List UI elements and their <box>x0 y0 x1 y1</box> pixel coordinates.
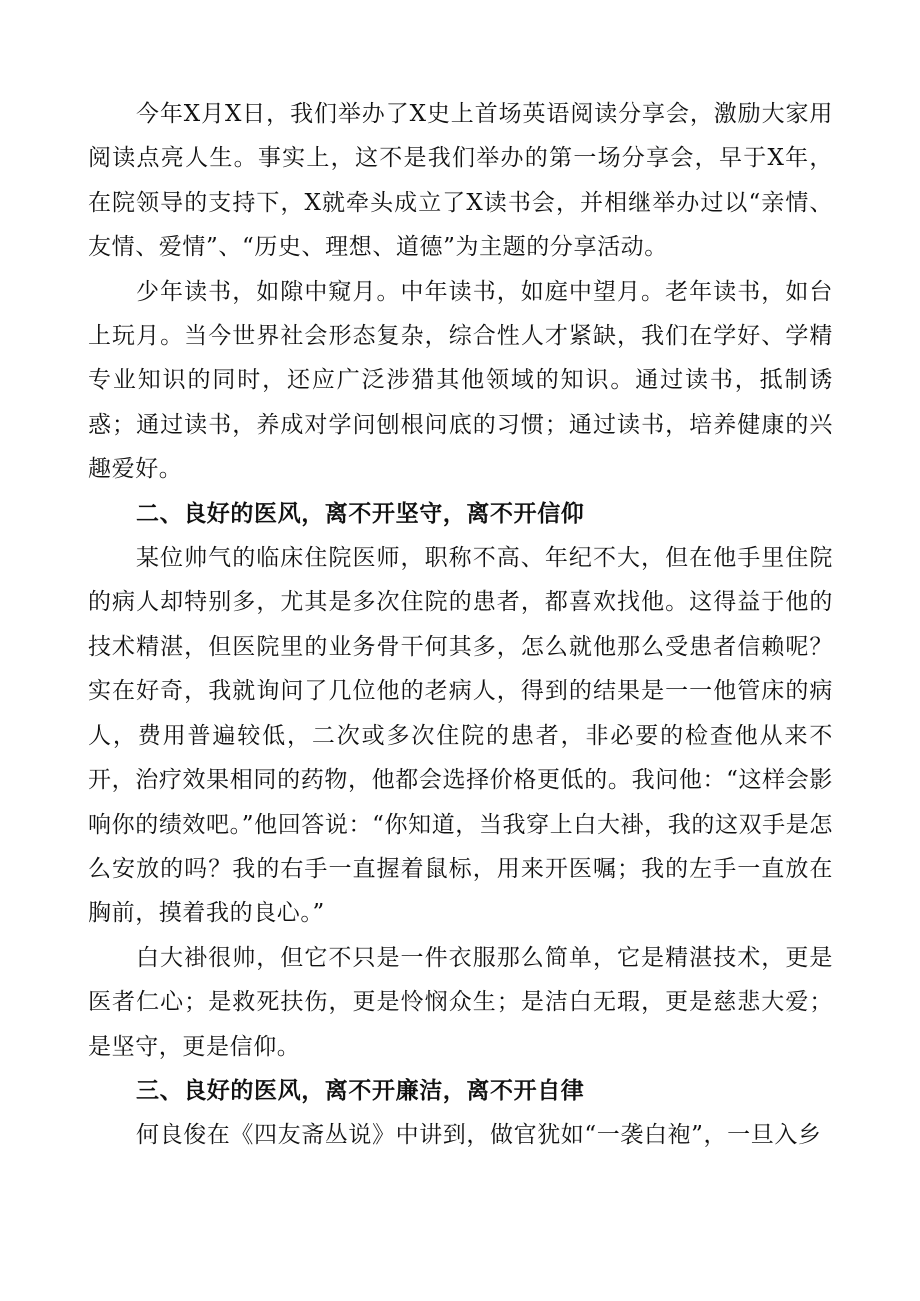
paragraph-reading-event: 今年X月X日，我们举办了X史上首场英语阅读分享会，激励大家用阅读点亮人生。事实上，这不是我们举办的第一场分享会，早于X年，在院领导的支持下，X就牵头成立了X读书会，并相继举办过以“亲情、友情、爱情”、“历史、理想、道德”为主题的分享活动。 <box>88 101 833 261</box>
document-page <box>88 92 833 1158</box>
section-heading-3: 三、良好的医风，离不开廉洁，离不开自律 <box>136 1077 585 1104</box>
paragraph-he-liangjun: 何良俊在《四友斋丛说》中讲到，做官犹如“一袭白袍”，一旦入乡 <box>136 1122 822 1149</box>
section-heading-2: 二、良好的医风，离不开坚守，离不开信仰 <box>136 500 585 527</box>
paragraph-doctor-story: 某位帅气的临床住院医师，职称不高、年纪不大，但在他手里住院的病人却特别多，尤其是多次住院的患者，都喜欢找他。这得益于他的技术精湛，但医院里的业务骨干何其多，怎么就他那么受患者信赖呢？实在好奇，我就询问了几位他的老病人，得到的结果是一一他管床的病人，费用普遍较低，二次或多次住院的患者，非必要的检查他从来不开，治疗效果相同的药物，他都会选择价格更低的。我问他：“这样会影响你的绩效吧。”他回答说：“你知道，当我穿上白大褂，我的这双手是怎么安放的吗？我的右手一直握着鼠标，用来开医嘱；我的左手一直放在胸前，摸着我的良心。” <box>88 545 833 927</box>
paragraph-white-coat: 白大褂很帅，但它不只是一件衣服那么简单，它是精湛技术，更是医者仁心；是救死扶伤，更是怜悯众生；是洁白无瑕，更是慈悲大爱；是坚守，更是信仰。 <box>88 944 833 1060</box>
paragraph-reading-ages: 少年读书，如隙中窥月。中年读书，如庭中望月。老年读书，如台上玩月。当今世界社会形态复杂，综合性人才紧缺，我们在学好、学精专业知识的同时，还应广泛涉猎其他领域的知识。通过读书，抵制诱惑；通过读书，养成对学问刨根问底的习惯；通过读书，培养健康的兴趣爱好。 <box>88 278 833 483</box>
